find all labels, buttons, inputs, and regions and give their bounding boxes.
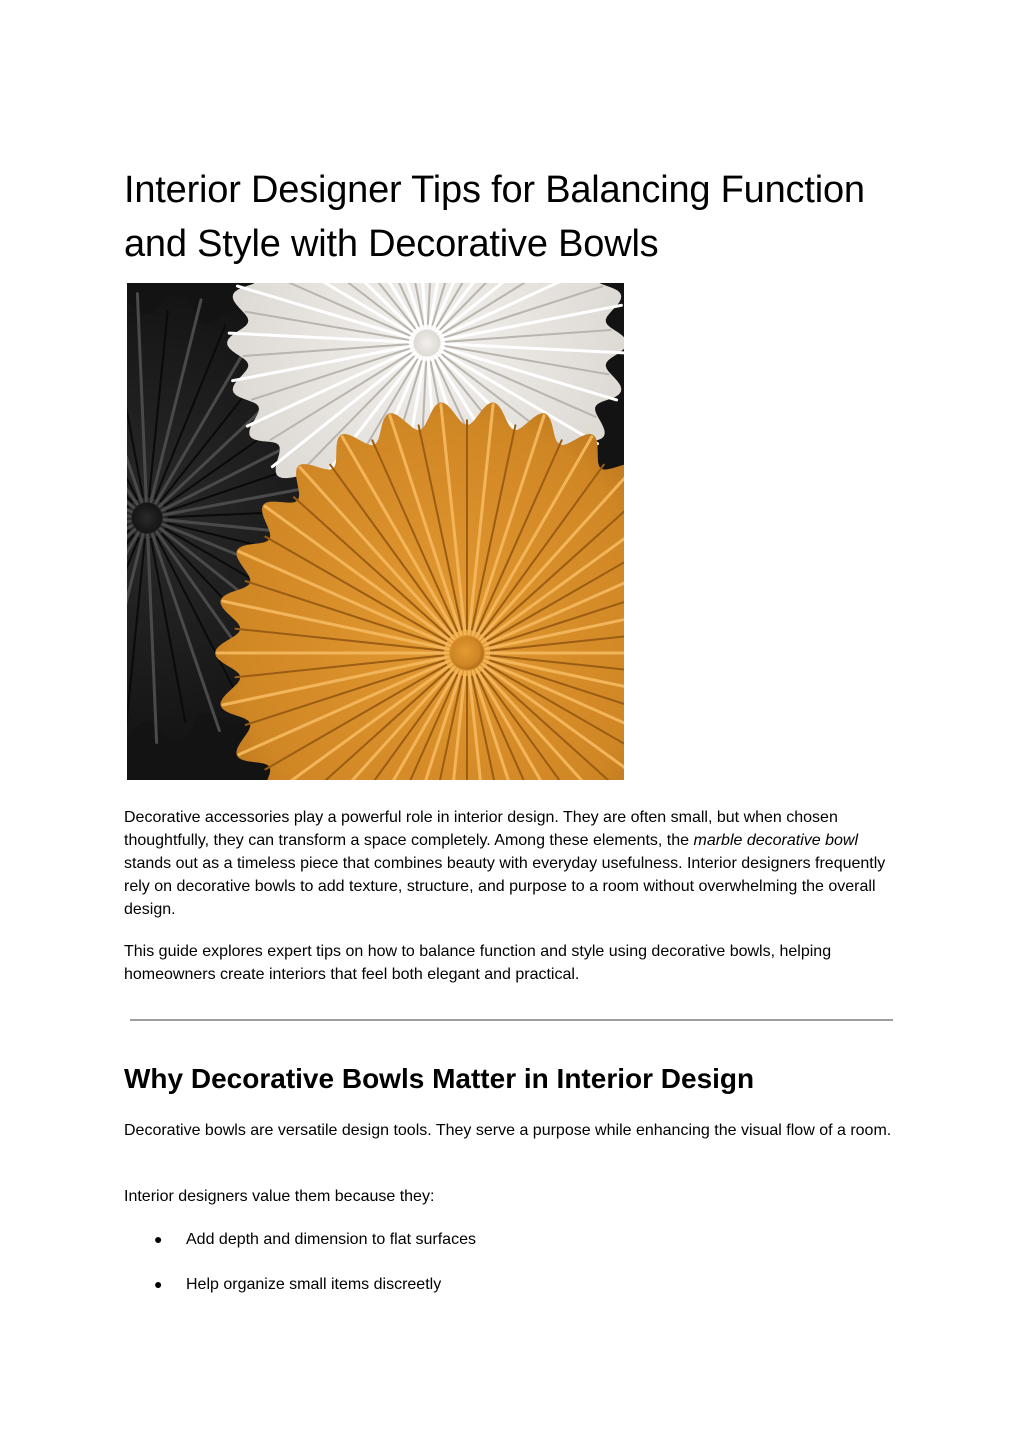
section-paragraph-2: Interior designers value them because they: [124,1188,435,1205]
page-title: Interior Designer Tips for Balancing Function and Style with Decorative Bowls [124,169,865,265]
bowls-illustration [127,283,624,780]
section-divider [130,1019,893,1021]
section-heading: Why Decorative Bowls Matter in Interior Design [124,1063,755,1094]
benefits-list [124,1228,904,1318]
list-item: ● Help organize small items discreetly [124,1273,904,1296]
list-item: ● Add depth and dimension to flat surfaces [124,1228,904,1251]
bullet-icon: ● [154,1231,163,1247]
intro-paragraph-2: This guide explores expert tips on how to balance function and style using decorative bowls, helping homeowners create interiors that feel both elegant and practical. [124,943,832,983]
intro-paragraph-1: Decorative accessories play a powerful role in interior design. They are often small, but when chosen thoughtfully, they can transform a space completely. Among these elements, the marble decorative bowl stands out as a timeless piece that combines beauty with everyday usefulness. Interior designers frequently rely on decorative bowls to add texture, structure, and purpose to a room without overwhelming the overall design. [124,809,886,918]
bullet-icon: ● [154,1276,163,1292]
section-paragraph-1: Decorative bowls are versatile design tools. They serve a purpose while enhancing the visual flow of a room. [124,1122,892,1139]
marble-bowl-emphasis: marble decorative bowl [693,832,859,849]
hero-image-bowls [127,283,624,780]
